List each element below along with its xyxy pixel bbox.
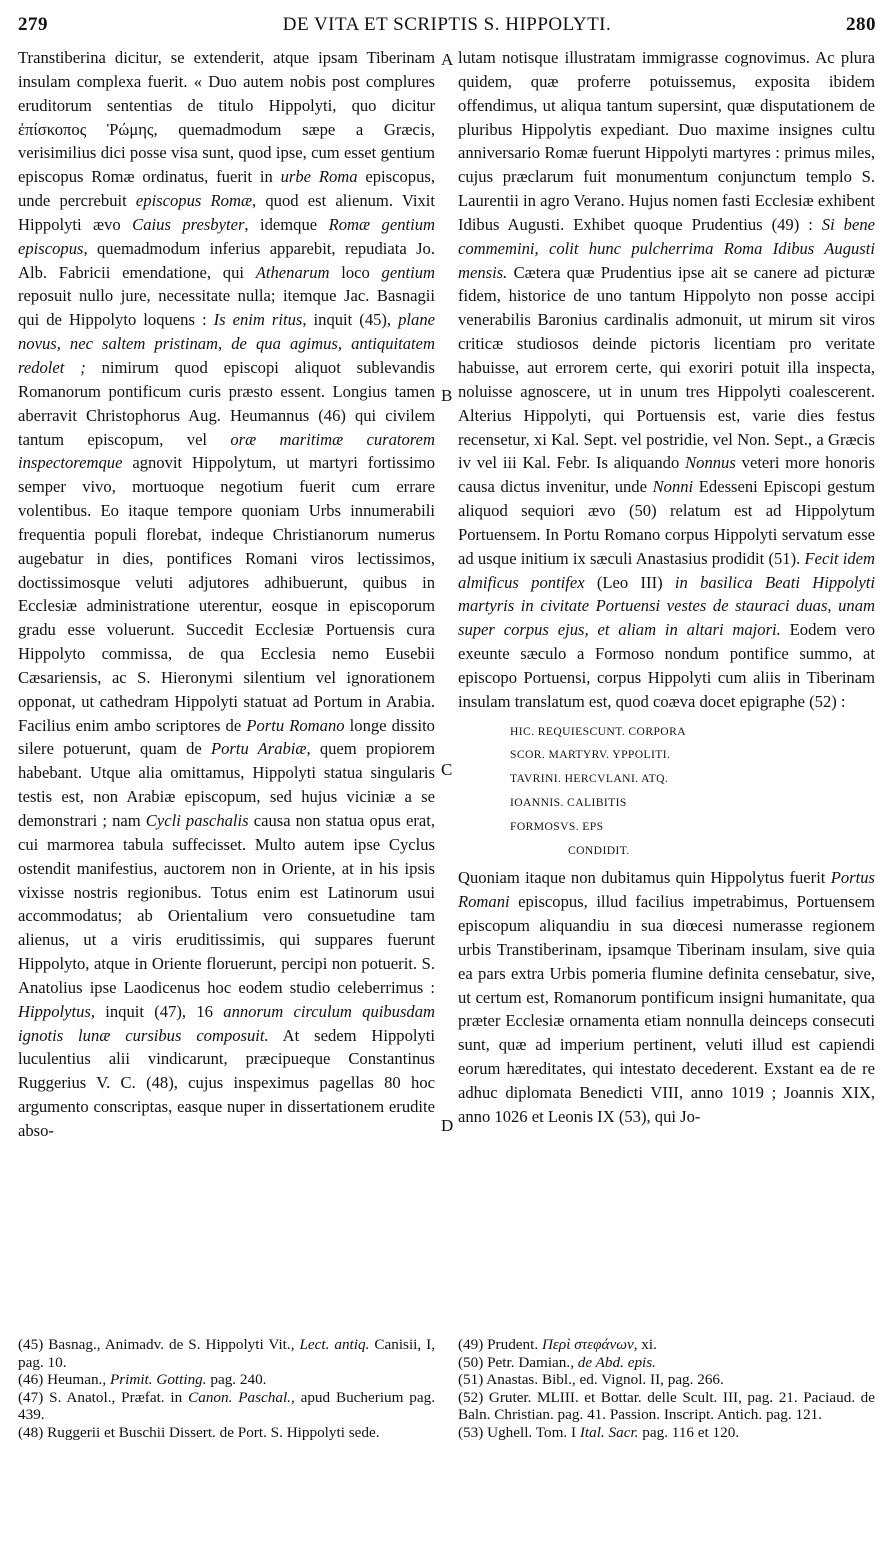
margin-marker-b: B: [441, 386, 453, 405]
left-column: [18, 46, 435, 1143]
inscription-line: FORMOSVS. EPS: [510, 819, 604, 833]
footnote: (45) Basnag., Animadv. de S. Hippolyti Vit., Lect. antiq. Canisii, I, pag. 10.: [18, 1336, 436, 1371]
footnote: (47) S. Anatol., Præfat. in Canon. Paschal., apud Bucherium pag. 439.: [18, 1388, 436, 1424]
page-number-left: 279: [18, 14, 48, 35]
footnote: (49) Prudent. Περὶ στεφάνων, xi.: [458, 1336, 657, 1353]
inscription-line: CONDIDIT.: [568, 843, 630, 857]
footnotes-right: [458, 1336, 875, 1442]
footnote: (52) Gruter. MLIII. et Bottar. delle Scult. III, pag. 21. Paciaud. de Baln. Christian. pag. 41. Passion. Inscript. Antich. pag. 121.: [458, 1388, 875, 1424]
inscription-line: IOANNIS. CALIBITIS: [510, 796, 627, 810]
running-header: [18, 14, 876, 40]
margin-marker-c: C: [441, 760, 453, 779]
right-column: [458, 46, 875, 1129]
footnote: (53) Ughell. Tom. I Ital. Sacr. pag. 116 et 120.: [458, 1423, 740, 1441]
footnote: (48) Ruggerii et Buschii Dissert. de Port. S. Hippolyti sede.: [18, 1423, 380, 1441]
margin-marker-d: D: [441, 1116, 454, 1135]
right-column-text-a: lutam notisque illustratam immigrasse cognovimus. Ac plura quidem, quæ proferre potuissemus, exposita ibidem offendimus, ut aliqua tantum supersint, quæ disputationem de pluribus Hippolytis expediant. Duo maxime insignes cultu anniversario Romæ fuerunt Hippolyti martyres : primus miles, cujus præclarum fuit monumentum conjunctum templo S. Laurentii in agro Verano. Hujus nomen fasti Ecclesiæ exhibent Idibus Augusti. Exhibet quoque Prudentius (49) : Si bene commemini, colit hunc pulcherrima Roma Idibus Augusti mensis. Cætera quæ Prudentius ipse ait se canere ad picturæ fidem, historice de uno tantum Hippolyto non posse accipi venerabilis Baronius cardinalis admonuit, ut mirum sit viros criticæ studiosos deinde pictoris licentiam pro veritate habuisse, aut errorem certe, qui exoriri potuit illa inspecta, noluisse agnoscere, ut in unum tres Hippolyti coalescerent. Alterius Hippolyti, qui Portuensis est, varie dies festus recensetur, xi Kal. Sept. vel postridie, vel Non. Sept., a Græcis iv vel iii Kal. Febr. Is aliquando Nonnus veteri more honoris causa dictus invenitur, unde Nonni Edesseni Episcopi gestum aliquod sequiori ævo (50) relatum est ad Hippolytum Portuensem. In Portu Romano corpus Hippolyti servatum esse ad usque initium ix sæculi Anastasius prodidit (51). Fecit idem almificus pontifex (Leo III) in basilica Beati Hippolyti martyris in civitate Portuensi vestes de stauraci duas, unam super corpus ejus, et aliam in altari majori. Eodem vero exeunte sæculo a Formoso nondum pontifice summo, at episcopo Portuensi, corpus Hippolyti cum aliis in Tiberinam insulam translatum est, quod coæva docet epigraphe (52) :: [458, 48, 875, 711]
footnotes-left: [18, 1336, 435, 1442]
inscription-line: HIC. REQUIESCUNT. CORPORA: [510, 724, 686, 738]
page-number-right: 280: [846, 14, 876, 35]
inscription-line: TAVRINI. HERCVLANI. ATQ.: [510, 772, 669, 786]
left-column-text: Transtiberina dicitur, se extenderit, atque ipsam Tiberinam insulam complexa fuerit. « Duo autem nobis post complures eruditorum sententias de titulo Hippolyti, quo dicitur ἐπίσκοπος Ῥώμης, quemadmodum sæpe a Græcis, verisimilius dici posse visa sunt, quod ipse, cum esset gentium episcopus Romæ ordinatus, fuerit in urbe Roma episcopus, unde percrebuit episcopus Romæ, quod est alienum. Vixit Hippolyti ævo Caius presbyter, idemque Romæ gentium episcopus, quemadmodum inferius apparebit, repudiata Jo. Alb. Fabricii emendatione, qui Athenarum loco gentium reposuit nullo jure, necessitate nulla; itemque Jac. Basnagii qui de Hippolyto loquens : Is enim ritus, inquit (45), plane novus, nec saltem pristinam, de qua agimus, antiquitatem redolet ; nimirum quod episcopi aliquot sublevandis Romanorum pontificum curis præsto essent. Longius tamen aberravit Christophorus Aug. Heumannus (46) qui civilem tantum episcopum, vel oræ maritimæ curatorem inspectoremque agnovit Hippolytum, ut martyri fortissimo semper vivo, mortuoque negotium fuerit cum errare volentibus. Eo itaque tempore quoniam Urbs innumerabili frequentia populi florebat, indeque Christianorum numerus augebatur in dies, pontifices Romani viros lectissimos, doctissimosque veluti adjutores adhibuerunt, quibus in Ecclesiæ administratione uterentur, eosque in episcoporum gradu esse voluerunt. Succedit Ecclesiæ Portuensis cura Hippolyto commissa, de qua Ecclesia nemo Eusebii Cæsariensis, ac S. Hieronymi silentium vel ignorationem opponat, ut cathedram Hippolyti statuat ad Portum in Arabia. Facilius enim ambo scriptores de Portu Romano longe dissito silere potuerunt, quam de Portu Arabiæ, quem propiorem habebant. Utque alia omittamus, Hippolyti statua singularis testis est, non Arabiæ episcopum, sed hujus viciniæ a se demonstrari ; nam Cycli paschalis causa non statua opus erat, cui marmorea tabula suffecisset. Multo autem ipse Cyclus ostendit manifestius, auctorem non in Oriente, at in his ipsis vixisse nostris regionibus. Totus enim est Latinorum usui accommodatus; ab Orientalium vero consuetudine tam alienus, ut a viris eruditissimis, qui suppares fuerunt Hippolyto, atque in Oriente floruerunt, percipi non potuerit. S. Anatolius ipse Laodicenus hoc eodem studio celeberrimus : Hippolytus, inquit (47), 16 annorum circulum quibusdam ignotis lunæ cursibus composuit. At sedem Hippolyti luculentius alii vindicarunt, præcipueque Constantinus Ruggerius V. C. (48), cujus inspeximus pagellas 80 hoc argumento conscriptas, easque nuper in dissertationem erudite abso-: [18, 48, 435, 1140]
footnote: (50) Petr. Damian., de Abd. epis.: [458, 1353, 656, 1371]
footnote: (51) Anastas. Bibl., ed. Vignol. II, pag. 266.: [458, 1371, 724, 1389]
inscription-block: [458, 720, 875, 863]
right-column-text-b: Quoniam itaque non dubitamus quin Hippolytus fuerit Portus Romani episcopus, illud facilius impetrabimus, Portuensem episcopum aliquandiu in sua diœcesi numerasse regionem urbis Transtiberinam, ipsamque Tiberinam insulam, sive quia ea pars extra Urbis pomeria flumine definita censebatur, sive, ut certum est, Romanorum pontificum insigni humanitate, qua præter Ecclesiæ ornamenta etiam nonnulla deinceps consecuti sunt, quæ ad imperium pertinent, veluti illud est capiendi eorum hæreditates, qui intestato decederent. Exstant ea de re adhuc diplomata Benedicti VIII, anno 1019 ; Joannis XIX, anno 1026 et Leonis IX (53), qui Jo-: [458, 868, 875, 1126]
margin-marker-a: A: [441, 50, 454, 69]
running-title: DE VITA ET SCRIPTIS S. HIPPOLYTI.: [282, 14, 612, 35]
inscription-line: SCOR. MARTYRV. YPPOLITI.: [510, 748, 671, 762]
footnote: (46) Heuman., Primit. Gotting. pag. 240.: [18, 1371, 267, 1389]
